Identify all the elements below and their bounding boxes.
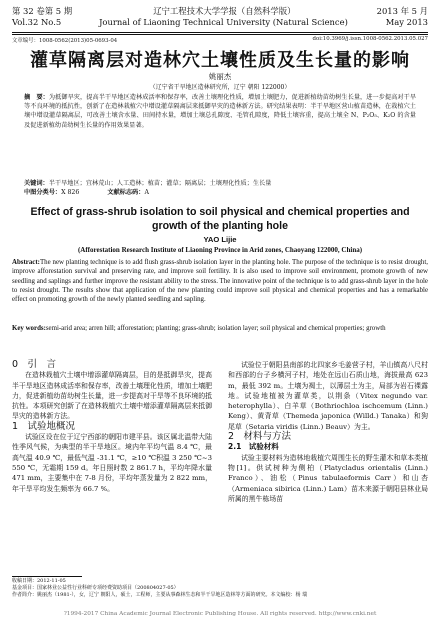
volume-issue-en: Vol.32 No.5 xyxy=(12,17,62,27)
right-column xyxy=(228,360,428,504)
affiliation-en: (Afforestation Research Institute of Liaoning Province in Arid zones, Chaoyang 122000, China) xyxy=(77,246,363,254)
keywords-cn-label: 关键词： xyxy=(24,180,49,187)
journal-name-cn: 辽宁工程技术大学学报（自然科学版） xyxy=(153,6,296,16)
keywords-en-label: Key words: xyxy=(12,325,46,332)
article-number: 文章编号：1008-0562(2013)05-0693-04 xyxy=(12,38,118,44)
section-2-heading: 2 材料与方法 xyxy=(228,431,292,443)
date-cn: 2013 年 5 月 xyxy=(376,6,428,16)
abstract-cn-label: 摘 要： xyxy=(24,94,49,101)
section-1-paragraph: 试验区设在位于辽宁西部的朝阳市建平县。该区属北温带大陆性季风气候，为典型的半干旱地区。境内年平均气温 8.4 ℃，最高气温 40.9 ℃，最低气温 -31.1 ℃，≥10 ℃积温 3 250 ℃~3 550 ℃，无霜期 159 d。年日照时数 2 861.7 h，平均年降水量 471 mm，主要集中在 7-8 月份，平均年蒸发量为 2 822 mm，年干旱平均发生频率为 66.7 %。 xyxy=(12,433,212,493)
doi: doi:10.3969/j.issn.1008-0562.2013.05.027 xyxy=(312,36,428,42)
abstract-en-label: Abstract: xyxy=(12,259,40,266)
footnote-author-bio: 作者简介：姚丽杰（1981-），女，辽宁 朝阳人，硕士，工程师，主要从事森林生态和半干旱地区造林等方面的研究。本文编校：杨 瑞 xyxy=(12,591,308,598)
volume-issue-cn: 第 32 卷第 5 期 xyxy=(12,6,73,16)
footnote-funding: 基金项目：国家林业公益性行业科研专项经费资助项目（200804027-05） xyxy=(12,584,179,591)
footnotes xyxy=(12,578,428,598)
keywords-en: semi-arid area; arren hill; afforestation; planting; grass-shrub; isolation layer; soil physical and chemical properties; growth xyxy=(45,325,386,332)
site-paragraph: 试验位于朝阳县南部的北四家乡毛姜营子村，羊山镇高八尺村和西部的台子乡横河子村，地处在远山石质山地，海拔最高 623 m，最低 392 m。土壤为褐土，以薄层土为主，局部为岩石裸露地。试验地植被为灌草类，以荆条（Vitex negundo var. heterophylla）、白羊草（Bothriochloa ischcemum (Linn.) Keng）、黄背草（Themeda japonica (Willd.) Tanaka）和狗尾草（Setaria viridis (Linn.) Beauv）为主。 xyxy=(228,361,428,431)
header-rule xyxy=(12,32,428,33)
section-1-heading: 1 试验地概况 xyxy=(12,420,76,432)
author-cn: 姚丽杰 xyxy=(208,72,232,81)
title-cn: 灌草隔离层对造林穴土壤性质及生长量的影响 xyxy=(30,50,410,71)
footnote-received: 收稿日期：2012-11-05 xyxy=(12,578,66,584)
copyright-footer: ?1994-2017 China Academic Journal Electronic Publishing House. All rights reserved. http://www.cnki.net xyxy=(63,611,377,617)
header-rule-thin xyxy=(12,34,428,35)
keywords-cn: 半干旱地区；宜林荒山；人工造林；植苗；灌草；隔离层；土壤理化性质；生长量 xyxy=(48,180,272,187)
section-0-paragraph: 在造林栽植穴土壤中增添灌草隔离层，目的是抵御旱灾，提高半干旱地区造林成活率和保存率，改善土壤理化性质，增加土壤肥力，促进新植幼苗幼树生长量，进一步提高对干旱等不良环境的抵抗性。本项研究创新了在造林栽植穴土壤中增添灌草隔离层来抵御旱灾的造林新方法。 xyxy=(12,371,212,421)
class-cn: X 826 xyxy=(61,189,80,196)
footnote-rule xyxy=(12,576,82,577)
running-header xyxy=(12,6,428,32)
title-en: Effect of grass-shrub isolation to soil physical and chemical properties and growth of the planting hole xyxy=(30,206,410,232)
section-2-1-heading: 2.1 试验材料 xyxy=(228,442,279,452)
section-0-heading: 0 引 言 xyxy=(12,359,57,370)
affiliation-cn: （辽宁省干旱地区造林研究所，辽宁 朝阳 122000） xyxy=(149,84,291,91)
class-cn-label: 中图分类号： xyxy=(24,189,62,196)
date-en: May 2013 xyxy=(385,17,428,27)
journal-name-en: Journal of Liaoning Technical University (Natural Science) xyxy=(99,17,348,27)
keywords-block-en xyxy=(12,324,428,333)
article-ids xyxy=(12,36,428,44)
doc-code: A xyxy=(144,189,149,196)
author-en: YAO Lijie xyxy=(203,235,237,244)
abstract-cn xyxy=(24,93,416,130)
abstract-cn-text: 为抵御旱灾，提高半干旱地区造林成活率和保存率，改善土壤理化性质，增加土壤肥力，促进新植幼苗幼树生长量，进一步提高对干旱等不良环境的抵抗性，创新了在造林栽植穴中增设灌草隔离层来抵御旱灾的造林新方法。研究结果表明：半干旱地区营山植苗造林，在栽植穴土壤中增设灌草隔离层，可改善土壤含水量、田间持水量，增加土壤总孔隙度、毛管孔隙度，降低土壤容重，提高土壤全 N、P₂O₅、K₂O 的含量及促进新植幼苗幼树生长量的作用效果显著。 xyxy=(24,94,417,129)
materials-paragraph: 试验主要材料为造林地栽植穴周围生长的野生灌木和草本类植物[1]。供试树种为侧柏（Platycladus orientalis (Linn.) Franco）、油松（Pinus tabulaeformis Carr）和山杏（Armeniaca sibirica (Linn.) Lam）苗木来源于朝阳县林业局所属的黑牛栋场苗 xyxy=(228,453,428,503)
doc-code-label: 文献标志码： xyxy=(107,189,145,196)
left-column xyxy=(12,360,212,494)
abstract-en xyxy=(12,258,428,304)
keywords-block-cn xyxy=(24,179,416,197)
abstract-en-text: The new planting technique is to add flush grass-shrub isolation layer in the planting hole. The purpose of the technique is to resist drought, improve afforestation survival and preserving rate, and improve soil fertility. It is also used to improve soil environment, promote growth of new seedling and saplings and further improve the resistant ability to the stress. The innovative point of the technique is to add grass-shrub layer in the hole to resist drought. The results show that application of the new planting could improve soil physical and chemical properties and has a remarkable effect on promoting growth of the newly planted seedling and sapling. xyxy=(12,259,428,304)
